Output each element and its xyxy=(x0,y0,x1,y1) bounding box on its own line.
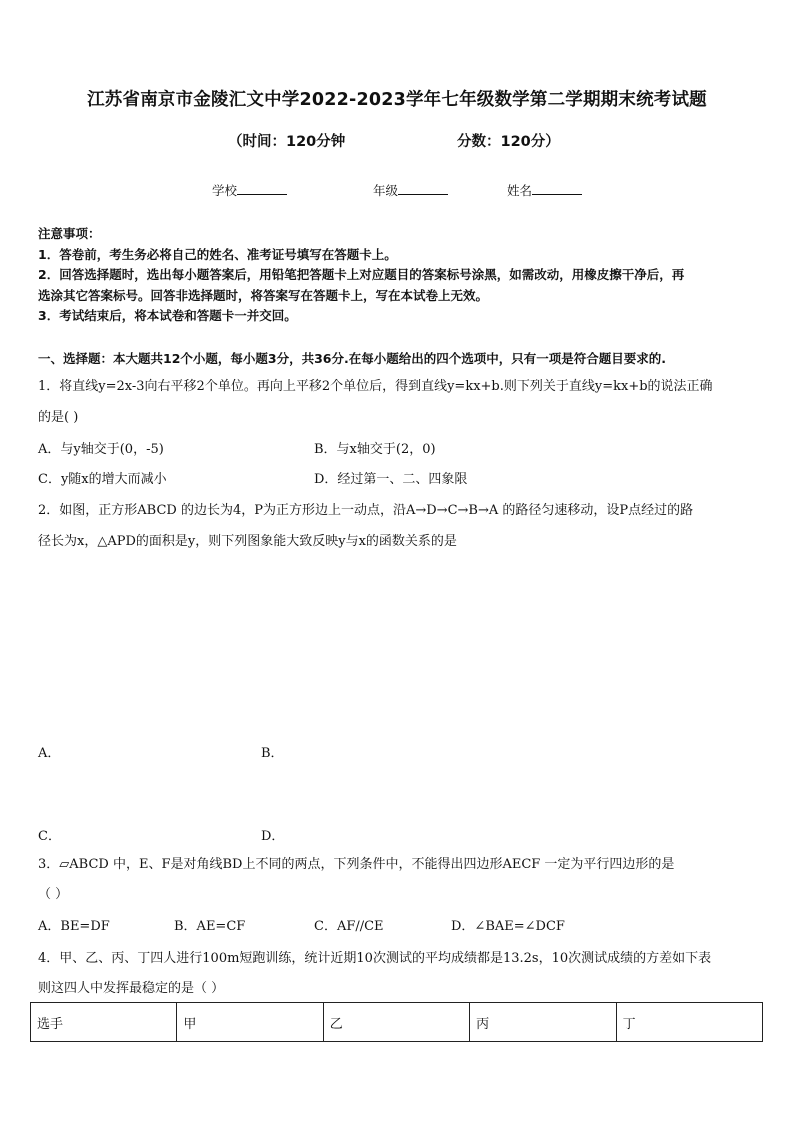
notice-item: 选涂其它答案标号。回答非选择题时，将答案写在答题卡上，写在本试卷上无效。 xyxy=(38,288,489,303)
q3-option-c: C．AF//CE xyxy=(314,919,384,934)
notice-item: 1．答卷前，考生务必将自己的姓名、准考证号填写在答题卡上。 xyxy=(38,247,397,262)
question-1-text: 1．将直线y=2x-3向右平移2个单位。再向上平移2个单位后，得到直线y=kx+b.则下列关于直线y=kx+b的说法正确 xyxy=(38,379,713,394)
section-heading: 一、选择题：本大题共12个小题，每小题3分，共36分.在每小题给出的四个选项中，只有一项是符合题目要求的. xyxy=(38,351,666,366)
question-1-text: 的是( ) xyxy=(38,410,79,425)
school-field xyxy=(212,181,287,199)
q2-option-a: A． xyxy=(38,746,61,761)
q2-option-c: C． xyxy=(38,829,61,844)
notice-item: 2．回答选择题时，选出每小题答案后，用铅笔把答题卡上对应题目的答案标号涂黑，如需改动，用橡皮擦干净后，再 xyxy=(38,267,685,282)
q3-option-b: B．AE=CF xyxy=(174,919,246,934)
notice-heading: 注意事项： xyxy=(38,226,101,241)
table-header-cell: 丁 xyxy=(616,1003,762,1042)
question-3-text: 3．▱ABCD 中，E、F是对角线BD上不同的两点，下列条件中，不能得出四边形AECF 一定为平行四边形的是 xyxy=(38,857,675,872)
grade-blank xyxy=(398,182,448,195)
q1-option-b: B．与x轴交于(2，0) xyxy=(314,442,436,457)
page-title: 江苏省南京市金陵汇文中学2022-2023学年七年级数学第二学期期末统考试题 xyxy=(87,90,707,110)
table-header-cell: 甲 xyxy=(177,1003,323,1042)
exam-score: 分数：120分） xyxy=(457,134,560,150)
name-field xyxy=(507,181,582,199)
variance-table xyxy=(30,1002,763,1042)
notice-item: 3．考试结束后，将本试卷和答题卡一并交回。 xyxy=(38,308,297,323)
table-header-cell: 选手 xyxy=(31,1003,177,1042)
table-header-cell: 乙 xyxy=(323,1003,469,1042)
q1-option-d: D．经过第一、二、四象限 xyxy=(314,472,468,487)
question-2-text: 径长为x，△APD的面积是y，则下列图象能大致反映y与x的函数关系的是 xyxy=(38,534,457,549)
table-row xyxy=(31,1003,763,1042)
grade-field xyxy=(373,181,448,199)
q3-option-a: A．BE=DF xyxy=(38,919,110,934)
exam-time: （时间：120分钟 xyxy=(228,134,346,150)
question-4-text: 4．甲、乙、丙、丁四人进行100m短跑训练，统计近期10次测试的平均成绩都是13.2s，10次测试成绩的方差如下表 xyxy=(38,951,712,966)
school-label: 学校 xyxy=(212,183,238,198)
table-header-cell: 丙 xyxy=(470,1003,616,1042)
question-4-text: 则这四人中发挥最稳定的是（ ） xyxy=(38,981,225,996)
question-2-text: 2．如图，正方形ABCD 的边长为4，P为正方形边上一动点，沿A→D→C→B→A 的路径匀速移动，设P点经过的路 xyxy=(38,503,694,518)
school-blank xyxy=(237,182,287,195)
q3-option-d: D．∠BAE=∠DCF xyxy=(451,919,565,934)
name-label: 姓名 xyxy=(507,183,533,198)
q2-option-d: D． xyxy=(261,829,285,844)
q1-option-a: A．与y轴交于(0，-5) xyxy=(38,442,164,457)
grade-label: 年级 xyxy=(373,183,399,198)
question-3-text: （ ） xyxy=(38,887,69,902)
q2-option-b: B． xyxy=(261,746,284,761)
q1-option-c: C．y随x的增大而减小 xyxy=(38,472,167,487)
name-blank xyxy=(532,182,582,195)
